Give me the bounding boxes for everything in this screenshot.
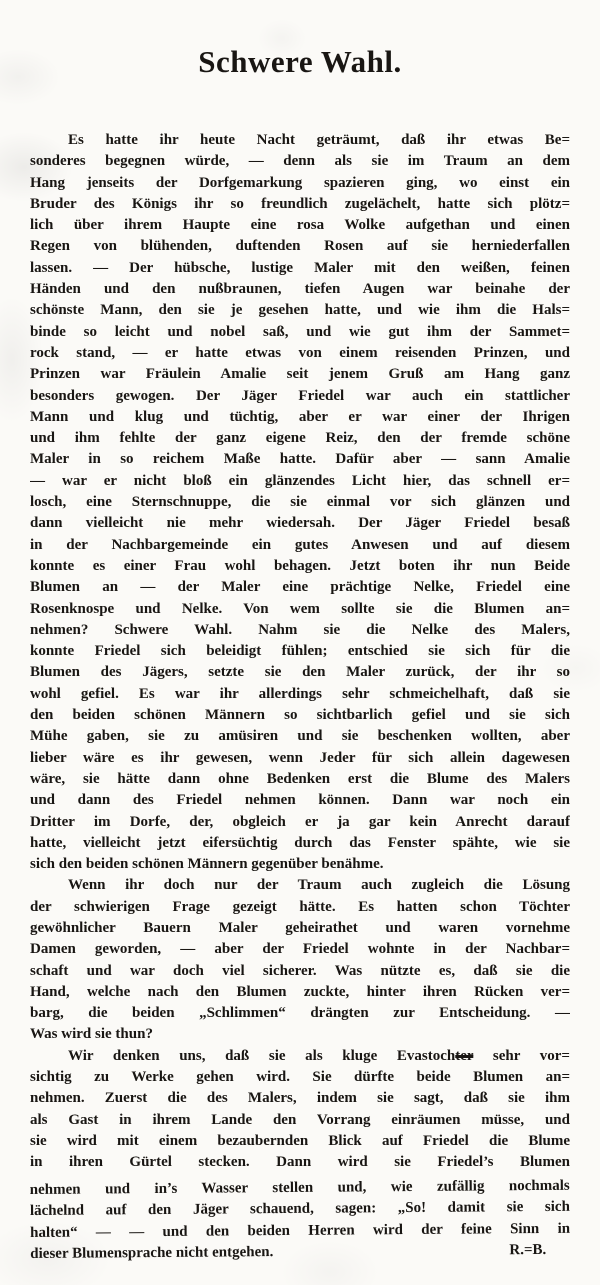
- text-line: Blumen des Jägers, setzte sie den Maler zurück, der ihr so: [30, 664, 570, 681]
- text-line: den beiden schönen Männern so sichtbarlich gefiel und sie sich: [30, 707, 570, 724]
- text-line: Was wird sie thun?: [30, 1026, 153, 1043]
- text-line: in der Nachbargemeinde ein gutes Anwesen und auf diesem: [30, 536, 570, 553]
- text-line: als Gast in ihrem Lande den Vorrang einräumen müsse, und: [30, 1111, 570, 1128]
- text-line: dann vielleicht nie mehr wiedersah. Der Jäger Friedel besaß: [30, 515, 570, 532]
- text-line: sonderes begegnen würde, — denn als sie im Traum an dem: [30, 153, 570, 170]
- text-line: lächelnd auf den Jäger schauend, sagen: „So! damit sie sich: [29, 1198, 570, 1219]
- text-line: Rosenknospe und Nelke. Von wem sollte sie die Blumen an=: [30, 600, 570, 617]
- text-line: schaft und war doch viel sicherer. Was nützte es, daß sie die: [30, 962, 570, 979]
- text-line: der schwierigen Frage gezeigt hätte. Es hatten schon Töchter: [30, 898, 570, 915]
- text-line: gewöhnlicher Bauern Maler geheirathet und waren vornehme: [30, 919, 570, 936]
- closing-text: dieser Blumensprache nicht entgehen.: [30, 1243, 274, 1262]
- text-line: schönste Mann, den sie je gesehen hatte, und wie ihm die Hals=: [30, 302, 570, 319]
- text-line: wäre, sie hätte dann ohne Bedenken erst die Blume des Malers: [30, 770, 570, 787]
- text-line: Bruder des Königs ihr so freundlich zugelächelt, hatte sich plötz=: [30, 195, 570, 212]
- text-line: Blumen an — der Maler eine prächtige Nelke, Friedel eine: [30, 579, 570, 596]
- text-line: lieber wäre es ihr gewesen, wenn Jeder für sich allein dagewesen: [30, 749, 570, 766]
- text-line: Regen von blühenden, duftenden Rosen auf sie herniederfallen: [30, 238, 570, 255]
- text-line: lich über ihrem Haupte eine rosa Wolke aufgethan und einen: [30, 217, 570, 234]
- text-line: barg, die beiden „Schlimmen“ drängten zur Entscheidung. —: [30, 1005, 570, 1022]
- text-line: nehmen. Zuerst die des Malers, indem sie sagt, daß sie ihm: [30, 1090, 570, 1107]
- text-line: nehmen? Schwere Wahl. Nahm sie die Nelke des Malers,: [30, 621, 570, 638]
- text-line: — war er nicht bloß ein glänzendes Licht hier, das schnell er=: [30, 472, 570, 489]
- text-line: Hand, welche nach den Blumen zuckte, hinter ihren Rücken ver=: [30, 983, 570, 1000]
- text-line: Wir denken uns, daß sie als kluge Evastochter sehr vor=: [68, 1047, 570, 1064]
- struck-text: ter: [455, 1047, 474, 1064]
- text-line: und dann des Friedel nehmen können. Dann war noch ein: [30, 792, 570, 809]
- text-line: Mann und klug und tüchtig, aber er war einer der Ihrigen: [30, 408, 570, 425]
- text-line: losch, eine Sternschnuppe, die sie einmal vor sich glänzen und: [30, 494, 570, 511]
- closing-line: [30, 1239, 570, 1265]
- text-line: Mühe gaben, sie zu amüsiren und sie beschenken wollten, aber: [30, 728, 570, 745]
- tilted-scan-block: [30, 1175, 571, 1264]
- article-body: [30, 130, 570, 1265]
- text-line: Wenn ihr doch nur der Traum auch zugleich die Lösung: [68, 877, 570, 894]
- text-line: Prinzen war Fräulein Amalie seit jenem Gruß am Hang ganz: [30, 366, 570, 383]
- text-line: Damen geworden, — aber der Friedel wohnte in der Nachbar=: [30, 941, 570, 958]
- author-signature: R.=B.: [509, 1241, 547, 1258]
- text-line: in ihren Gürtel stecken. Dann wird sie Friedel’s Blumen: [30, 1154, 570, 1171]
- text-line: sichtig zu Werke gehen wird. Sie dürfte beide Blumen an=: [30, 1069, 570, 1086]
- text-line: binde so leicht und nobel saß, und wie gut ihm der Sammet=: [30, 323, 570, 340]
- text-line: Hang jenseits der Dorfgemarkung spazieren ging, wo einst ein: [30, 174, 570, 191]
- text-line: nehmen und in’s Wasser stellen und, wie zufällig nochmals: [29, 1177, 570, 1198]
- article-title: Schwere Wahl.: [198, 44, 402, 79]
- text-line: Dritter im Dorfe, der, obgleich er ja gar kein Anrecht darauf: [30, 813, 570, 830]
- text-line: Es hatte ihr heute Nacht geträumt, daß ihr etwas Be=: [68, 132, 570, 148]
- text-line: wohl gefiel. Es war ihr allerdings sehr schmeichelhaft, daß sie: [30, 685, 570, 702]
- text-line: rock stand, — er hatte etwas von einem reisenden Prinzen, und: [30, 344, 570, 361]
- text-line: sie wird mit einem bezaubernden Blick auf Friedel die Blume: [30, 1132, 570, 1149]
- text-line: halten“ — — und den beiden Herren wird der feine Sinn in: [30, 1219, 571, 1241]
- text-line: und ihm fehlte der ganz eigene Reiz, den der fremde schöne: [30, 430, 570, 447]
- text-line: besonders gewogen. Der Jäger Friedel war auch ein stattlicher: [30, 387, 570, 404]
- text-line: hatte, vielleicht jetzt eifersüchtig durch das Fenster spähte, wie sie: [30, 834, 570, 851]
- text-line: lassen. — Der hübsche, lustige Maler mit den weißen, feinen: [30, 259, 570, 276]
- text-line: sich den beiden schönen Männern gegenüber benähme.: [30, 856, 384, 873]
- text-line: Maler in so reichem Maße hatte. Dafür aber — sann Amalie: [30, 451, 570, 468]
- text-line: Händen und den nußbraunen, tiefen Augen war beinahe der: [30, 281, 570, 298]
- text-line: konnte es einer Frau wohl behagen. Jetzt boten ihr nun Beide: [30, 557, 570, 574]
- text-line: konnte Friedel sich beleidigt fühlen; entschied sie sich für die: [30, 643, 570, 660]
